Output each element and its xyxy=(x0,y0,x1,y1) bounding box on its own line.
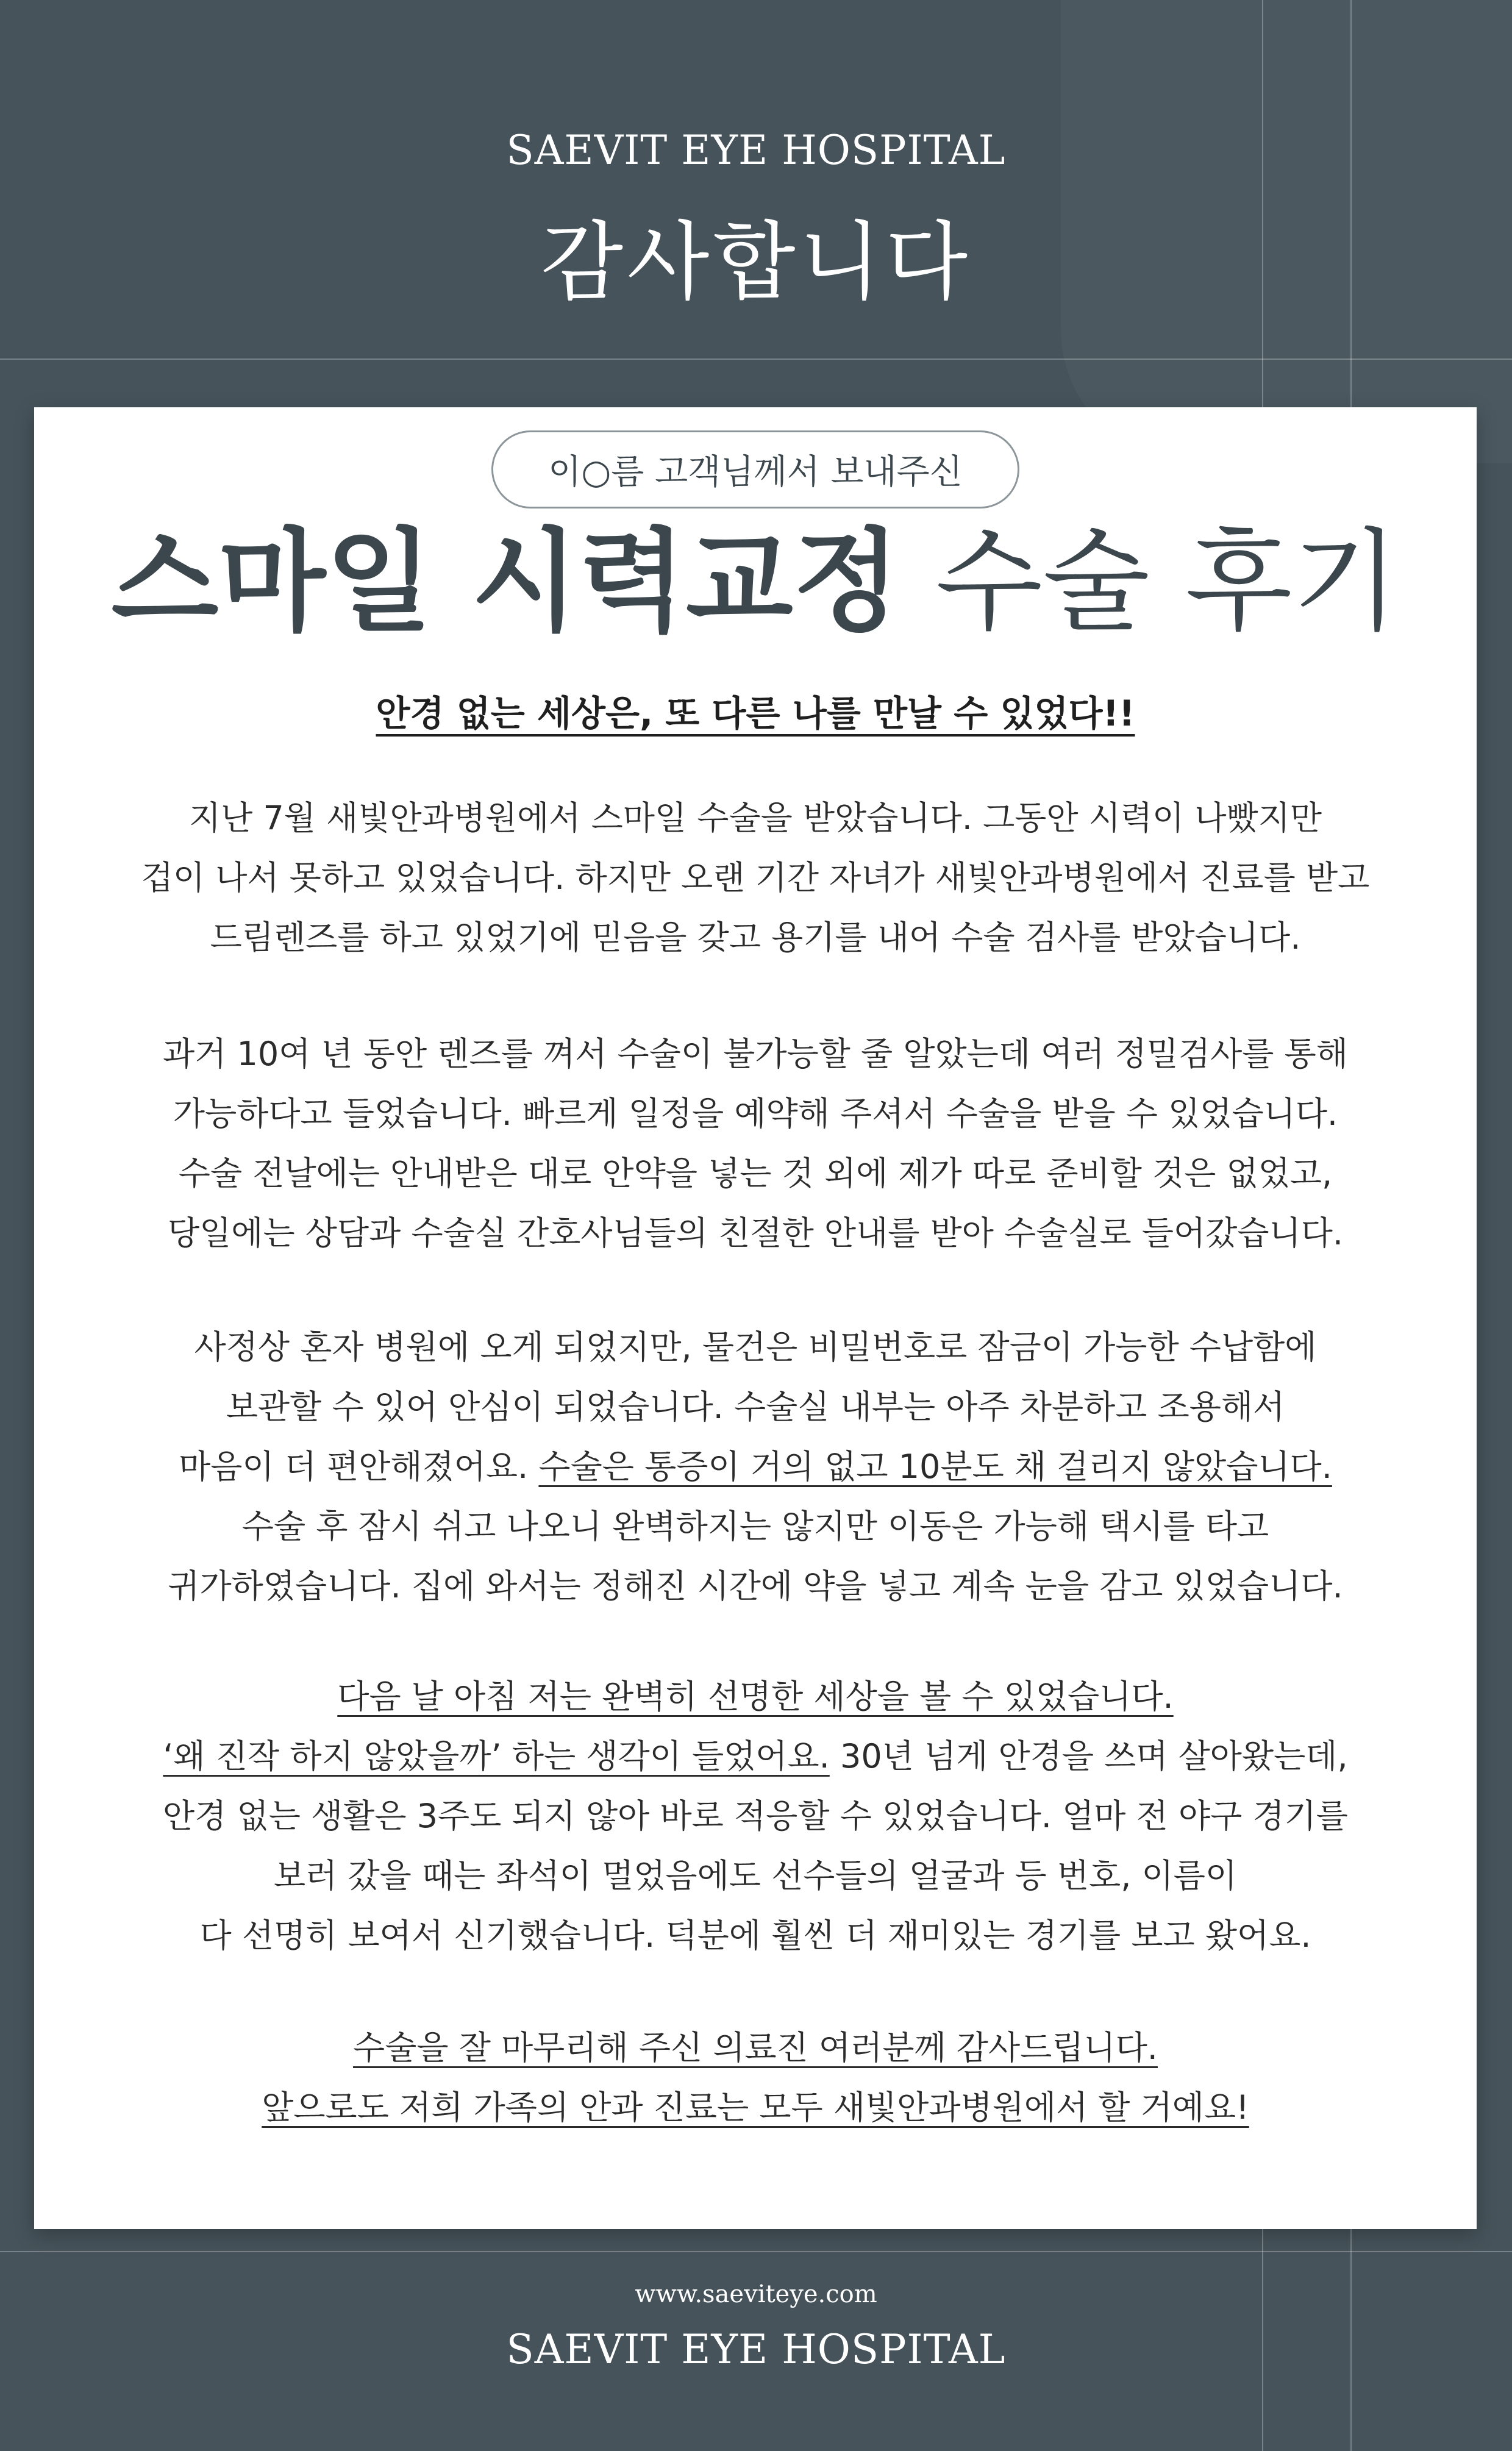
paragraph-line: 안경 없는 생활은 3주도 되지 않아 바로 적응할 수 있었습니다. 얼마 전 야구 경기를 xyxy=(163,1797,1348,1835)
underlined-text: 수술을 잘 마무리해 주신 의료진 여러분께 감사드립니다. xyxy=(353,2028,1158,2067)
paragraph-line xyxy=(34,1437,1477,1497)
paragraph-line: 드림렌즈를 하고 있었기에 믿음을 갖고 용기를 내어 수술 검사를 받았습니다. xyxy=(210,918,1301,957)
paragraph-line: 가능하다고 들었습니다. 빠르게 일정을 예약해 주셔서 수술을 받을 수 있었습니다. xyxy=(173,1094,1338,1133)
paragraph-line: 겁이 나서 못하고 있었습니다. 하지만 오랜 기간 자녀가 새빛안과병원에서 진료를 받고 xyxy=(141,858,1370,897)
paragraph-line: 과거 10여 년 동안 렌즈를 껴서 수술이 불가능할 줄 알았는데 여러 정밀검사를 통해 xyxy=(163,1035,1348,1073)
paragraph-line: 사정상 혼자 병원에 오게 되었지만, 물건은 비밀번호로 잠금이 가능한 수납함에 xyxy=(194,1328,1317,1366)
paragraph-1 xyxy=(34,788,1477,968)
page-title xyxy=(34,517,1477,646)
paragraph-line: 지난 7월 새빛안과병원에서 스마일 수술을 받았습니다. 그동안 시력이 나빴지만 xyxy=(188,799,1322,837)
paragraph-line: 보러 갔을 때는 좌석이 멀었음에도 선수들의 얼굴과 등 번호, 이름이 xyxy=(273,1857,1238,1895)
underlined-text: 다음 날 아침 저는 완벽히 선명한 세상을 볼 수 있었습니다. xyxy=(337,1677,1174,1716)
paragraph-line: 귀가하였습니다. 집에 와서는 정해진 시간에 약을 넣고 계속 눈을 감고 있었습니다. xyxy=(168,1567,1343,1605)
paragraph-line: 수술 전날에는 안내받은 대로 안약을 넣는 것 외에 제가 따로 준비할 것은 없었고, xyxy=(178,1154,1333,1193)
paragraph-line: 다 선명히 보여서 신기했습니다. 덕분에 훨씬 더 재미있는 경기를 보고 왔어요. xyxy=(199,1916,1311,1955)
underlined-text: ‘왜 진작 하지 않았을까’ 하는 생각이 들었어요. xyxy=(163,1737,830,1775)
review-card xyxy=(34,407,1477,2229)
paragraph-line: 수술 후 잠시 쉬고 나오니 완벽하지는 않지만 이동은 가능해 택시를 타고 xyxy=(241,1507,1269,1546)
subtitle xyxy=(34,685,1477,736)
underlined-text: 앞으로도 저희 가족의 안과 진료는 모두 새빛안과병원에서 할 거예요! xyxy=(262,2088,1249,2127)
title-bold: 스마일 시력교정 xyxy=(111,517,900,646)
paragraph-4 xyxy=(34,1667,1477,1966)
text-segment: 마음이 더 편안해졌어요. xyxy=(179,1447,539,1486)
subtitle-text: 안경 없는 세상은, 또 다른 나를 만날 수 있었다!! xyxy=(376,693,1135,734)
footer-brand: SAEVIT EYE HOSPITAL xyxy=(506,2326,1006,2373)
header-title: 감사합니다 xyxy=(540,213,972,312)
footer-url[interactable]: www.saeviteye.com xyxy=(635,2280,877,2308)
grid-line xyxy=(0,2251,1512,2252)
header-brand: SAEVIT EYE HOSPITAL xyxy=(506,127,1006,174)
title-light: 수술 후기 xyxy=(935,517,1400,646)
paragraph-line: 당일에는 상담과 수술실 간호사님들의 친절한 안내를 받아 수술실로 들어갔습니다. xyxy=(167,1214,1344,1252)
paragraph-line xyxy=(34,1727,1477,1786)
underlined-text: 수술은 통증이 거의 없고 10분도 채 걸리지 않았습니다. xyxy=(538,1447,1332,1486)
paragraph-line xyxy=(34,2078,1477,2138)
paragraph-3 xyxy=(34,1318,1477,1616)
paragraph-line xyxy=(34,1667,1477,1727)
text-segment: 30년 넘게 안경을 쓰며 살아왔는데, xyxy=(829,1737,1348,1775)
paragraph-line xyxy=(34,2018,1477,2078)
paragraph-5 xyxy=(34,2018,1477,2138)
grid-line xyxy=(0,359,1512,360)
customer-pill: 이○름 고객님께서 보내주신 xyxy=(491,430,1019,508)
paragraph-line: 보관할 수 있어 안심이 되었습니다. 수술실 내부는 아주 차분하고 조용해서 xyxy=(226,1388,1285,1426)
paragraph-2 xyxy=(34,1024,1477,1263)
